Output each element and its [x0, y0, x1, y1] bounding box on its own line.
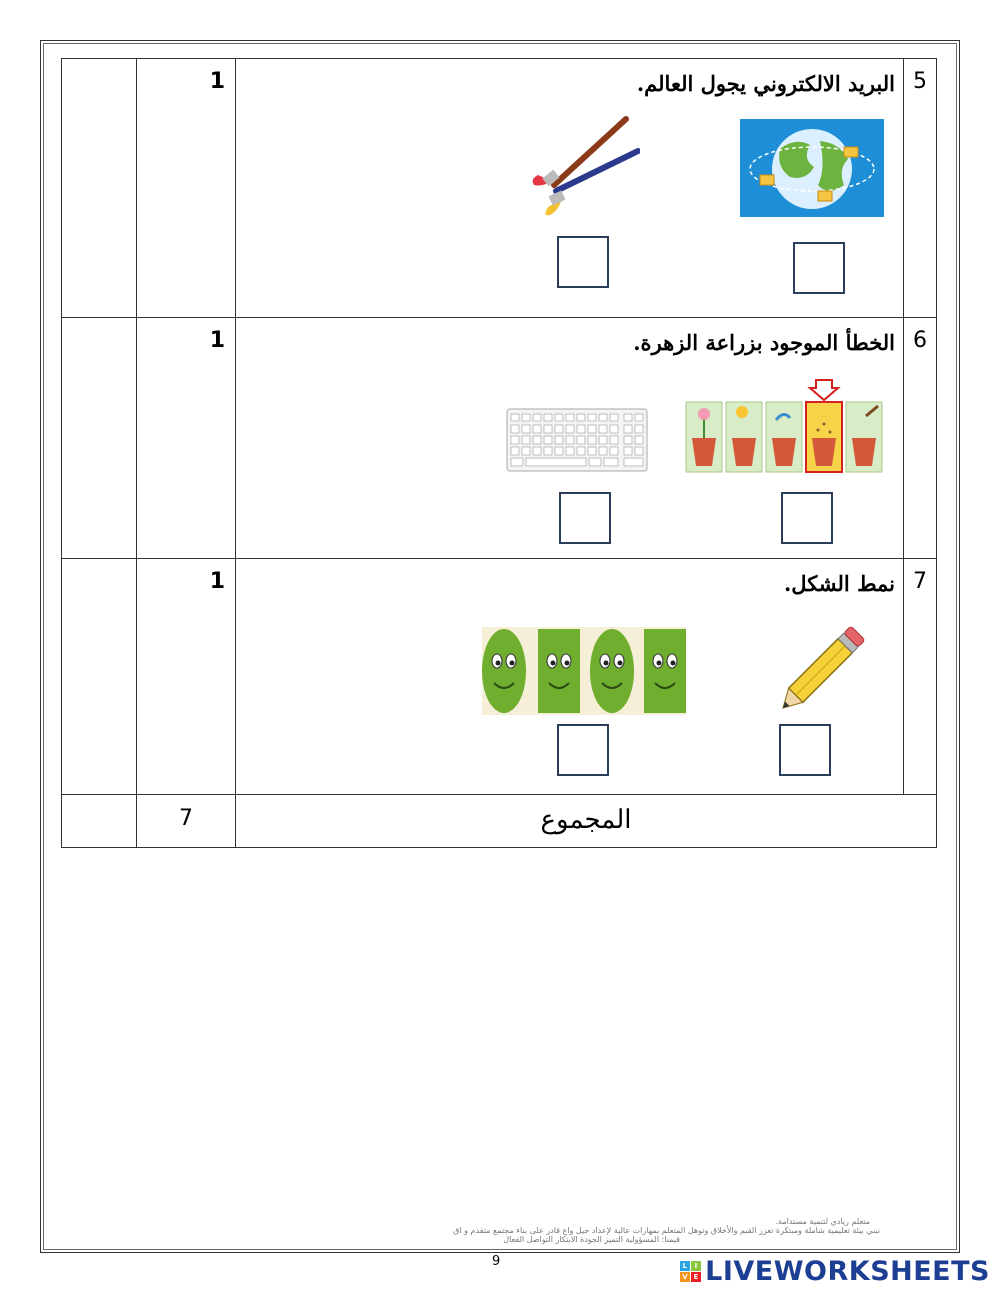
plant-growing-sequence-icon [684, 376, 886, 476]
empty-cell [62, 59, 137, 318]
answer-checkbox[interactable] [781, 492, 833, 544]
answer-checkbox[interactable] [793, 242, 845, 294]
mark-cell [137, 59, 236, 318]
footer-vision: متعلم ريادي لتنمية مستدامة. [775, 1217, 870, 1226]
mark-value: 1 [209, 328, 225, 353]
paintbrushes-icon [528, 115, 640, 219]
question-content-cell [236, 59, 904, 318]
globe-with-email-icon [740, 119, 884, 217]
liveworksheets-logo-icon [680, 1261, 701, 1282]
pencil-icon [774, 621, 874, 713]
mark-value: 1 [209, 569, 225, 594]
brand-name: LIVEWORKSHEETS [705, 1256, 990, 1287]
answer-checkbox[interactable] [557, 236, 609, 288]
footer-motto [80, 1214, 920, 1254]
question-row-5 [62, 59, 937, 318]
total-row [62, 795, 937, 848]
empty-cell [62, 318, 137, 559]
liveworksheets-logo[interactable] [680, 1256, 990, 1287]
mark-cell [137, 559, 236, 795]
keyboard-icon [506, 408, 648, 472]
question-number: 6 [904, 318, 937, 559]
questions-table [61, 58, 937, 848]
question-content-cell [236, 559, 904, 795]
answer-checkbox[interactable] [557, 724, 609, 776]
question-text: الخطأ الموجود بزراعة الزهرة. [633, 330, 895, 355]
smiley-shapes-pattern-icon [482, 627, 686, 715]
footer-values: قيمنا: المسؤولية التميز الجودة الابتكار التواصل الفعال [503, 1235, 680, 1244]
logo-letter: L [680, 1261, 690, 1271]
mark-cell [137, 318, 236, 559]
logo-letter: V [680, 1272, 690, 1282]
question-text: نمط الشكل. [783, 571, 895, 596]
question-row-6 [62, 318, 937, 559]
mark-value: 1 [209, 69, 225, 94]
footer-mission: نبني بيئة تعليمية شاملة ومبتكرة تعزز القيم والأخلاق وتوهل المتعلم بمهارات عالية لإعداد جيل واع قادر على بناء مجتمع متقدم و اق [453, 1226, 880, 1235]
page-number: 9 [492, 1254, 501, 1269]
question-content-cell [236, 318, 904, 559]
empty-cell [62, 559, 137, 795]
question-text: البريد الالكتروني يجول العالم. [636, 71, 895, 96]
total-value: 7 [137, 795, 236, 848]
total-label: المجموع [236, 795, 937, 848]
logo-letter: I [691, 1261, 701, 1271]
empty-cell [62, 795, 137, 848]
question-number: 5 [904, 59, 937, 318]
logo-letter: E [691, 1272, 701, 1282]
question-row-7 [62, 559, 937, 795]
question-number: 7 [904, 559, 937, 795]
answer-checkbox[interactable] [559, 492, 611, 544]
answer-checkbox[interactable] [779, 724, 831, 776]
